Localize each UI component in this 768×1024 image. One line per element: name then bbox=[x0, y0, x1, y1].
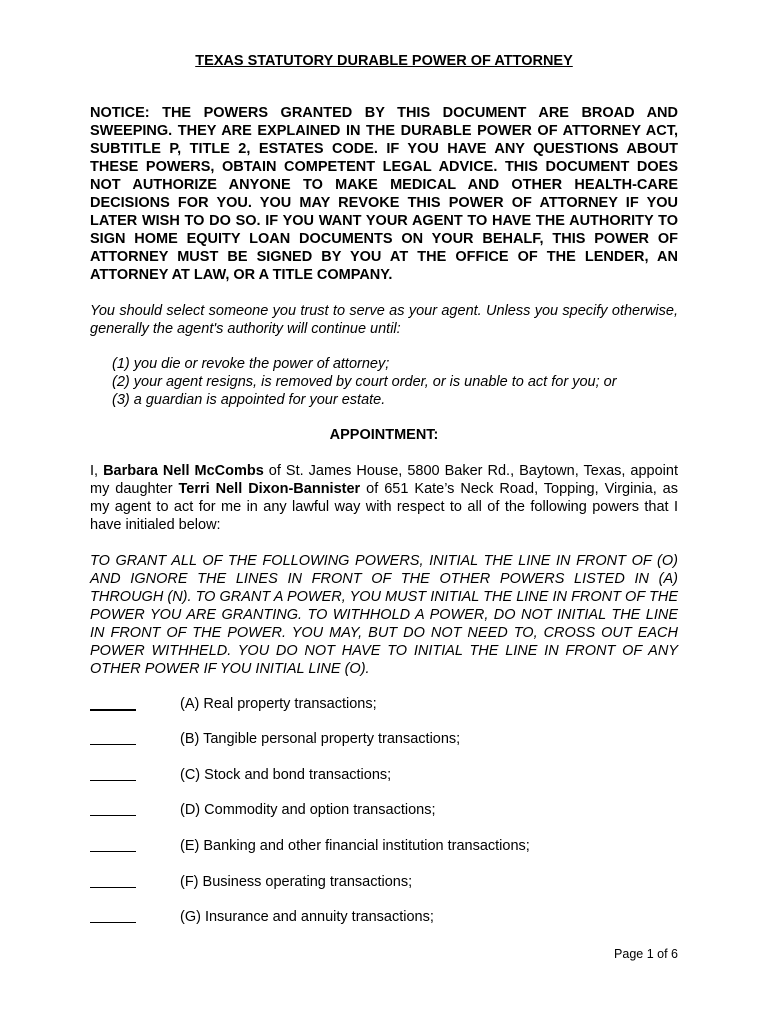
initial-line[interactable] bbox=[90, 922, 136, 923]
appointment-text: I, bbox=[90, 463, 104, 479]
power-label: (F) Business operating transactions; bbox=[180, 874, 413, 890]
appointment-paragraph bbox=[90, 462, 678, 534]
power-item bbox=[90, 837, 678, 857]
power-label: (A) Real property transactions; bbox=[180, 696, 377, 712]
power-item bbox=[90, 730, 678, 750]
initial-line[interactable] bbox=[90, 709, 136, 711]
power-label: (E) Banking and other financial institution transactions; bbox=[180, 838, 530, 854]
agent-name: Terri Nell Dixon-Bannister bbox=[178, 481, 361, 497]
authority-conditions-list bbox=[112, 355, 678, 409]
appointment-text: of 651 Kate’s Neck Road, Topping, Virginia, as my agent to act for me in any lawful way with respect to all of the following powers that I have initialed below: bbox=[90, 481, 679, 533]
page-number: Page 1 of 6 bbox=[614, 947, 678, 961]
initial-line[interactable] bbox=[90, 780, 136, 781]
power-item bbox=[90, 801, 678, 821]
power-item bbox=[90, 695, 678, 715]
initial-line[interactable] bbox=[90, 887, 136, 888]
condition-item: (2) your agent resigns, is removed by court order, or is unable to act for you; or bbox=[112, 374, 617, 390]
power-label: (D) Commodity and option transactions; bbox=[180, 802, 436, 818]
power-label: (C) Stock and bond transactions; bbox=[180, 767, 392, 783]
notice-paragraph: NOTICE: THE POWERS GRANTED BY THIS DOCUMENT ARE BROAD AND SWEEPING. THEY ARE EXPLAINED IN THE DURABLE POWER OF ATTORNEY ACT, SUBTITLE P, TITLE 2, ESTATES CODE. IF YOU HAVE ANY QUESTIONS ABOUT THESE POWERS, OBTAIN COMPETENT LEGAL ADVICE. THIS DOCUMENT DOES NOT AUTHORIZE ANYONE TO MAKE MEDICAL AND OTHER HEALTH-CARE DECISIONS FOR YOU. YOU MAY REVOKE THIS POWER OF ATTORNEY IF YOU LATER WISH TO DO SO. IF YOU WANT YOUR AGENT TO HAVE THE AUTHORITY TO SIGN HOME EQUITY LOAN DOCUMENTS ON YOUR BEHALF, THIS POWER OF ATTORNEY MUST BE SIGNED BY YOU AT THE OFFICE OF THE LENDER, AN ATTORNEY AT LAW, OR A TITLE COMPANY. bbox=[90, 105, 678, 283]
document-title: TEXAS STATUTORY DURABLE POWER OF ATTORNEY bbox=[195, 53, 573, 69]
appointment-text: of St. James House, 5800 Baker Rd., Baytown, Texas, appoint my daughter bbox=[90, 463, 678, 497]
power-label: (G) Insurance and annuity transactions; bbox=[180, 909, 434, 925]
power-item bbox=[90, 873, 678, 893]
appointment-heading: APPOINTMENT: bbox=[329, 427, 439, 443]
initial-line[interactable] bbox=[90, 744, 136, 745]
intro-paragraph: You should select someone you trust to serve as your agent. Unless you specify otherwise, generally the agent's authority will continue until: bbox=[90, 303, 678, 337]
power-label: (B) Tangible personal property transactions; bbox=[180, 731, 461, 747]
principal-name: Barbara Nell McCombs bbox=[103, 463, 264, 479]
initial-line[interactable] bbox=[90, 851, 136, 852]
power-item bbox=[90, 766, 678, 786]
power-item bbox=[90, 908, 678, 928]
initial-line[interactable] bbox=[90, 815, 136, 816]
condition-item: (3) a guardian is appointed for your estate. bbox=[112, 392, 386, 408]
instructions-paragraph: TO GRANT ALL OF THE FOLLOWING POWERS, INITIAL THE LINE IN FRONT OF (O) AND IGNORE THE LINES IN FRONT OF THE OTHER POWERS LISTED IN (A) THROUGH (N). TO GRANT A POWER, YOU MUST INITIAL THE LINE IN FRONT OF THE POWER YOU ARE GRANTING. TO WITHHOLD A POWER, DO NOT INITIAL THE LINE IN FRONT OF THE POWER. YOU MAY, BUT DO NOT NEED TO, CROSS OUT EACH POWER WITHHELD. YOU DO NOT HAVE TO INITIAL THE LINE IN FRONT OF ANY OTHER POWER IF YOU INITIAL LINE (O). bbox=[90, 553, 678, 677]
condition-item: (1) you die or revoke the power of attorney; bbox=[112, 356, 390, 372]
